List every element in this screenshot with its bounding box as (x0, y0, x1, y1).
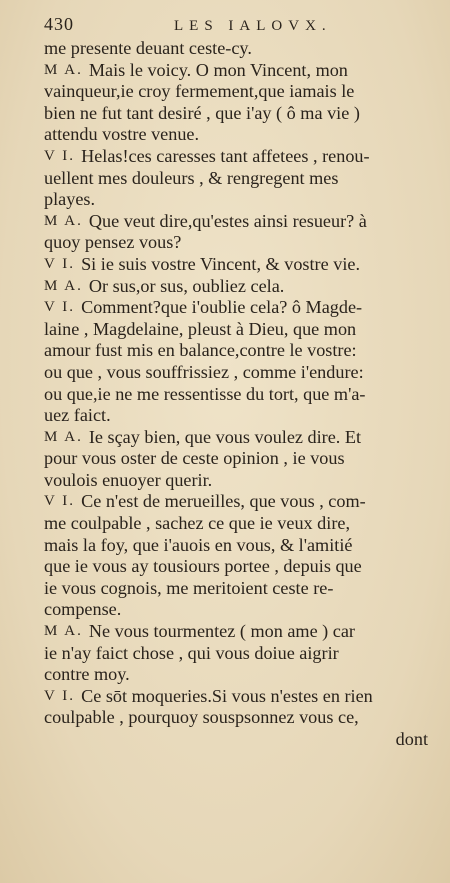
line-text: contre moy. (44, 664, 130, 685)
text-line (44, 124, 428, 146)
speaker-label: V I. (44, 687, 76, 704)
page-number: 430 (44, 14, 74, 34)
text-line (44, 146, 428, 168)
speaker-label: M A. (44, 428, 83, 445)
text-line (44, 340, 428, 362)
text-line (44, 81, 428, 103)
line-text: Ie sçay bien, que vous voulez dire. Et (88, 426, 362, 447)
speaker-label: V I. (44, 147, 76, 164)
line-text: Ne vous tourmentez ( mon ame ) car (88, 621, 355, 642)
line-text: Ce n'est de merueilles, que vous , com- (81, 491, 366, 512)
line-text: vainqueur,ie croy fermement,que iamais le (44, 81, 355, 102)
catchword-line (44, 729, 428, 751)
line-text: ou que , vous souffrissiez , comme i'endure: (44, 361, 364, 382)
line-text: ou que,ie ne me ressentisse du tort, que m'a- (44, 383, 366, 404)
text-body (44, 38, 428, 729)
speaker-label: M A. (44, 212, 83, 229)
line-text: laine , Magdelaine, pleust à Dieu, que mon (44, 318, 357, 339)
line-text: quoy pensez vous? (44, 232, 182, 253)
speaker-label: M A. (44, 623, 83, 640)
speaker-label: V I. (44, 493, 76, 510)
text-line (44, 599, 428, 621)
text-line (44, 276, 428, 298)
text-line (44, 513, 428, 535)
line-text: Helas!ces caresses tant affetees , renou- (81, 145, 370, 166)
text-line (44, 232, 428, 254)
text-line (44, 189, 428, 211)
text-line (44, 405, 428, 427)
line-text: ie n'ay faict chose , qui vous doiue aigrir (44, 642, 339, 663)
text-line (44, 103, 428, 125)
text-line (44, 686, 428, 708)
text-line (44, 578, 428, 600)
line-text: Si ie suis vostre Vincent, & vostre vie. (81, 253, 360, 274)
text-line (44, 556, 428, 578)
speaker-label: M A. (44, 277, 83, 294)
text-line (44, 319, 428, 341)
text-line (44, 535, 428, 557)
text-line (44, 60, 428, 82)
line-text: Or sus,or sus, oubliez cela. (88, 275, 285, 296)
text-line (44, 707, 428, 729)
speaker-label: V I. (44, 299, 76, 316)
line-text: amour fust mis en balance,contre le vostre: (44, 340, 357, 361)
line-text: ie vous cognois, me meritoient ceste re- (44, 577, 334, 598)
text-line (44, 38, 428, 60)
text-line (44, 448, 428, 470)
line-text: mais la foy, que i'auois en vous, & l'amitié (44, 534, 353, 555)
speaker-label: M A. (44, 61, 83, 78)
line-text: playes. (44, 189, 96, 210)
line-text: Que veut dire,qu'estes ainsi resueur? à (88, 210, 367, 231)
line-text: Ce sōt moqueries.Si vous n'estes en rien (81, 685, 373, 706)
line-text: pour vous oster de ceste opinion , ie vous (44, 448, 345, 469)
line-text: Comment?que i'oublie cela? ô Magde- (81, 297, 363, 318)
text-line (44, 470, 428, 492)
running-head: LES IALOVX. (174, 18, 332, 34)
line-text: Mais le voicy. O mon Vincent, mon (88, 59, 348, 80)
text-line (44, 211, 428, 233)
line-text: que ie vous ay tousiours portee , depuis que (44, 556, 362, 577)
text-line (44, 427, 428, 449)
line-text: uez faict. (44, 405, 111, 426)
text-line (44, 621, 428, 643)
line-text: uellent mes douleurs , & rengregent mes (44, 167, 339, 188)
text-line (44, 643, 428, 665)
line-text: compense. (44, 599, 122, 620)
text-line (44, 297, 428, 319)
line-text: bien ne fut tant desiré , que i'ay ( ô ma vie ) (44, 102, 360, 123)
line-text: me coulpable , sachez ce que ie veux dire, (44, 513, 351, 534)
text-line (44, 362, 428, 384)
catchword: dont (395, 729, 428, 749)
speaker-label: V I. (44, 255, 76, 272)
text-line (44, 491, 428, 513)
text-line (44, 664, 428, 686)
line-text: attendu vostre venue. (44, 124, 200, 145)
text-line (44, 168, 428, 190)
text-line (44, 384, 428, 406)
line-text: coulpable , pourquoy souspsonnez vous ce, (44, 707, 359, 728)
line-text: me presente deuant ceste-cy. (44, 38, 252, 58)
text-line (44, 254, 428, 276)
page-header (44, 14, 428, 38)
line-text: voulois enuoyer querir. (44, 469, 213, 490)
